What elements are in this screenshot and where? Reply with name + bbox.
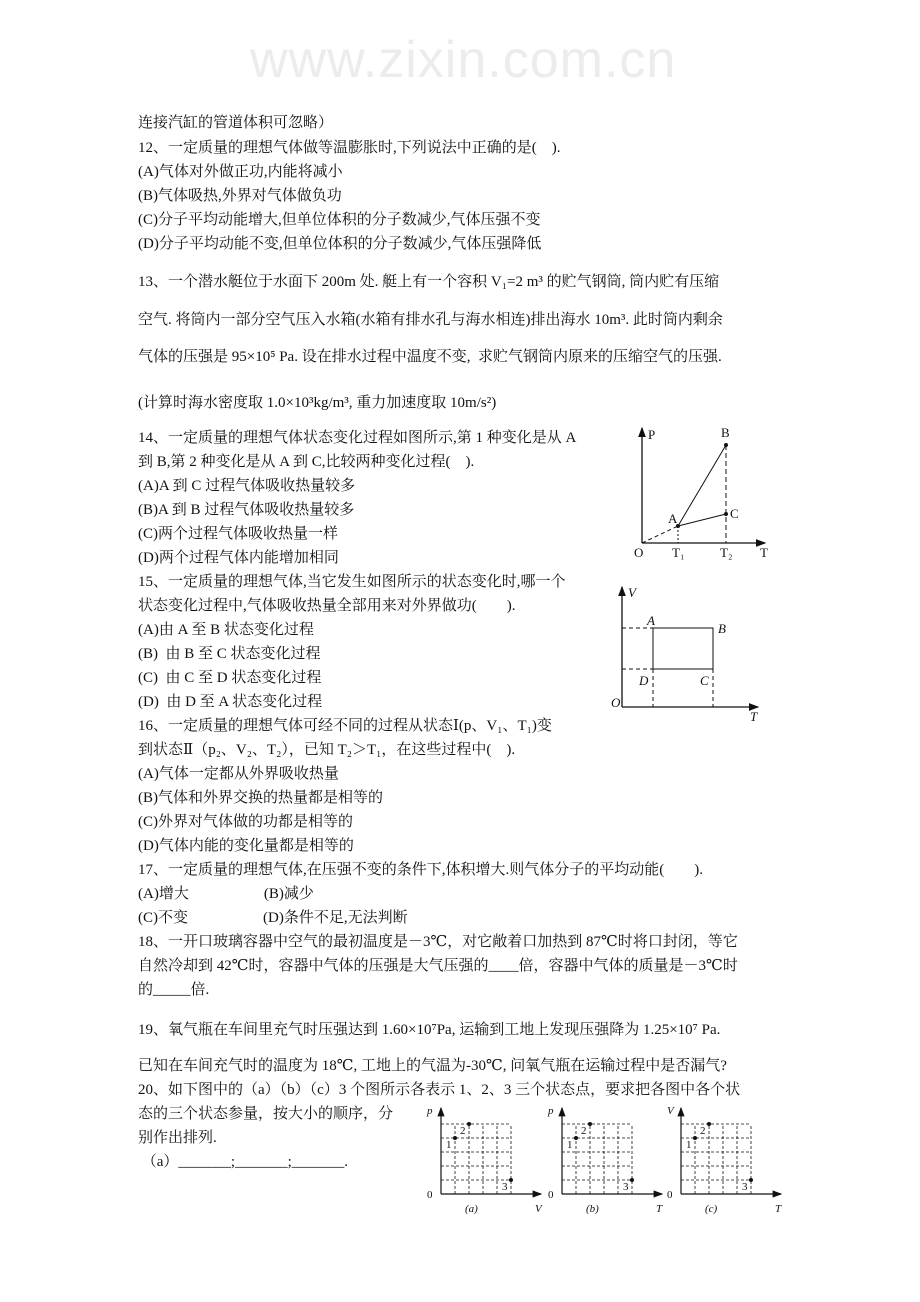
text-line: 到状态Ⅱ（p₂、V₂、T₂），已知 T₂＞T₁，在这些过程中( ).: [138, 742, 516, 758]
text-line: 16、一定质量的理想气体可经不同的过程从状态Ⅰ(p、V₁、T₁)变: [138, 718, 552, 734]
y-label: p: [548, 1105, 554, 1117]
text-line: 17、一定质量的理想气体,在压强不变的条件下,体积增大.则气体分子的平均动能( ).: [138, 862, 703, 878]
text-line: 空气. 将筒内一部分空气压入水箱(水箱有排水孔与海水相连)排出海水 10m³. 此时筒内剩余: [138, 312, 723, 328]
text-line: (B) 由 B 至 C 状态变化过程: [138, 646, 321, 662]
text-line: 已知在车间充气时的温度为 18℃, 工地上的气温为-30℃, 问氧气瓶在运输过程中是否漏气?: [138, 1058, 727, 1074]
state-point-label: 3: [742, 1181, 748, 1193]
state-point-label: 3: [623, 1181, 629, 1193]
state-point: [509, 1178, 513, 1182]
text-line: (A)由 A 至 B 状态变化过程: [138, 622, 314, 638]
pt-graph: [630, 425, 780, 560]
graph-caption: (b): [586, 1203, 599, 1215]
point-a: A: [647, 613, 655, 628]
state-point: [707, 1122, 711, 1126]
text-line: (B)气体吸热,外界对气体做负功: [138, 188, 342, 204]
state-graph-a: [423, 1106, 543, 1216]
cycle-rect: [653, 628, 713, 669]
graph-caption: (c): [705, 1203, 718, 1215]
origin-label: 0: [427, 1189, 433, 1201]
text-line: 的_____倍.: [138, 982, 210, 998]
state-point-label: 1: [686, 1139, 692, 1151]
state-graph-b: [544, 1106, 664, 1216]
text-line: 气体的压强是 95×10⁵ Pa. 设在排水过程中温度不变, 求贮气钢筒内原来的压缩空气的压强.: [138, 349, 722, 365]
point-d: D: [639, 673, 649, 688]
text-line: (C)分子平均动能增大,但单位体积的分子数减少,气体压强不变: [138, 212, 541, 228]
y-label: V: [628, 585, 636, 600]
state-point-label: 1: [567, 1139, 573, 1151]
state-point: [467, 1122, 471, 1126]
text-line: 15、一定质量的理想气体,当它发生如图所示的状态变化时,哪一个: [138, 574, 566, 590]
point-c: C: [730, 506, 739, 521]
origin-label: 0: [548, 1189, 554, 1201]
text-line: (A)气体对外做正功,内能将减小: [138, 164, 343, 180]
text-line: (D)分子平均动能不变,但单位体积的分子数减少,气体压强降低: [138, 236, 542, 252]
state-point-label: 3: [502, 1181, 508, 1193]
state-point-label: 1: [446, 1139, 452, 1151]
origin-label: 0: [667, 1189, 673, 1201]
state-point: [574, 1136, 578, 1140]
text-line: (C)外界对气体做的功都是相等的: [138, 814, 353, 830]
state-point: [453, 1136, 457, 1140]
line-a-b: [678, 445, 726, 526]
x-label: V: [535, 1203, 542, 1215]
state-point: [749, 1178, 753, 1182]
y-label: P: [648, 427, 656, 442]
text-line: (计算时海水密度取 1.0×10³kg/m³, 重力加速度取 10m/s²): [138, 395, 497, 411]
y-label: V: [667, 1105, 674, 1117]
x-label: T: [760, 545, 768, 560]
text-line: (C)不变 (D)条件不足,无法判断: [138, 910, 408, 926]
point-b: B: [718, 621, 726, 636]
text-line: 13、一个潜水艇位于水面下 200m 处. 艇上有一个容积 V₁=2 m³ 的贮气钢筒, 筒内贮有压缩: [138, 274, 720, 290]
text-line: 别作出排列.: [138, 1130, 217, 1146]
text-line: (B)气体和外界交换的热量都是相等的: [138, 790, 383, 806]
point-a: A: [668, 511, 678, 526]
origin-label: O: [611, 695, 621, 710]
dashed-origin-line: [642, 526, 678, 543]
text-line: 状态变化过程中,气体吸收热量全部用来对外界做功( ).: [138, 598, 516, 614]
text-line: 自然冷却到 42℃时，容器中气体的压强是大气压强的____倍，容器中气体的质量是－3℃时: [138, 958, 738, 974]
x-label: T: [775, 1203, 782, 1215]
text-line: (B)A 到 B 过程气体吸收热量较多: [138, 502, 355, 518]
point-b-dot: [724, 443, 728, 447]
point-b: B: [721, 425, 730, 440]
state-point-label: 2: [700, 1125, 706, 1137]
origin-label: O: [634, 545, 644, 560]
state-point-label: 2: [460, 1125, 466, 1137]
text-line: 14、一定质量的理想气体状态变化过程如图所示,第 1 种变化是从 A: [138, 430, 577, 446]
text-line: (C) 由 C 至 D 状态变化过程: [138, 670, 322, 686]
point-c: C: [700, 673, 709, 688]
x-label: T: [750, 709, 758, 724]
state-point: [630, 1178, 634, 1182]
tick-t2: T₂: [720, 545, 733, 560]
text-line: （a）_______;_______;_______.: [138, 1154, 348, 1170]
text-line: (D) 由 D 至 A 状态变化过程: [138, 694, 323, 710]
text-line: 到 B,第 2 种变化是从 A 到 C,比较两种变化过程( ).: [138, 454, 475, 470]
text-line: 连接汽缸的管道体积可忽略）: [138, 115, 334, 131]
point-c-dot: [724, 512, 728, 516]
state-point: [693, 1136, 697, 1140]
text-line: (D)两个过程气体内能增加相同: [138, 550, 339, 566]
state-graph-c: [663, 1106, 783, 1216]
text-line: 态的三个状态参量，按大小的顺序，分: [138, 1106, 394, 1122]
text-line: (A)气体一定都从外界吸收热量: [138, 766, 339, 782]
text-line: 12、一定质量的理想气体做等温膨胀时,下列说法中正确的是( ).: [138, 140, 561, 156]
state-point: [588, 1122, 592, 1126]
text-line: (A)增大 (B)减少: [138, 886, 314, 902]
text-line: (A)A 到 C 过程气体吸收热量较多: [138, 478, 356, 494]
text-line: 19、氧气瓶在车间里充气时压强达到 1.60×10⁷Pa, 运输到工地上发现压强降为 1.25×10⁷ Pa.: [138, 1022, 721, 1038]
state-point-label: 2: [581, 1125, 587, 1137]
text-line: (D)气体内能的变化量都是相等的: [138, 838, 354, 854]
text-line: 18、一开口玻璃容器中空气的最初温度是－3℃，对它敞着口加热到 87℃时将口封闭，等它: [138, 934, 738, 950]
text-line: 20、如下图中的（a）（b）（c）3 个图所示各表示 1、2、3 三个状态点，要求把各图中各个状: [138, 1082, 741, 1098]
line-a-c: [678, 514, 726, 526]
text-line: (C)两个过程气体吸收热量一样: [138, 526, 338, 542]
x-label: T: [656, 1203, 663, 1215]
tick-t1: T₁: [672, 545, 685, 560]
y-label: p: [427, 1105, 433, 1117]
vt-graph: [610, 585, 770, 724]
graph-caption: (a): [465, 1203, 478, 1215]
watermark: www.zixin.com.cn: [250, 31, 677, 89]
